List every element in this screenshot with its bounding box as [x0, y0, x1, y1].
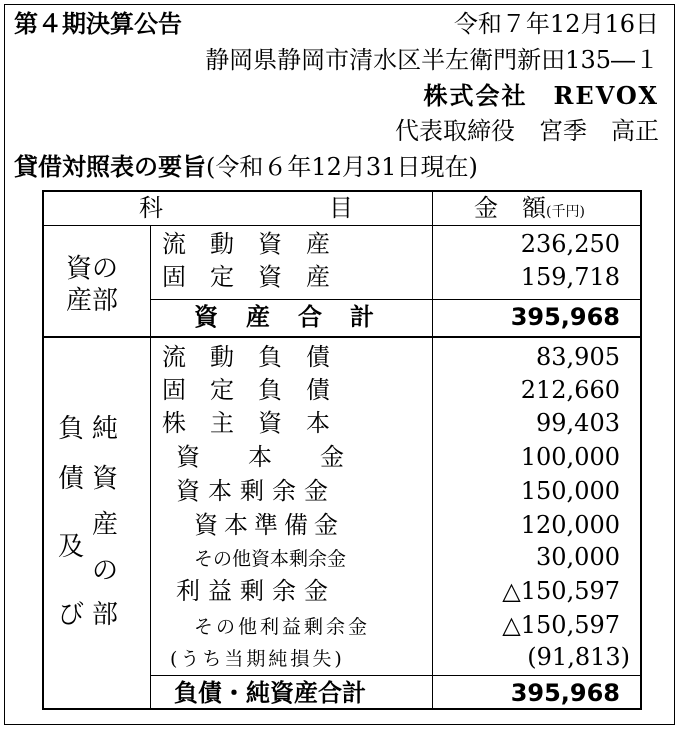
balance-sheet-date: (令和６年12月31日現在)	[206, 153, 478, 181]
liab-side-right: の	[92, 556, 119, 586]
asset-row-label: 固 定 資 産	[162, 263, 330, 291]
header-amount-label: 金 額	[474, 194, 546, 222]
liab-row-label: 株 主 資 本	[162, 409, 330, 437]
liab-row-label: 固 定 負 債	[162, 376, 330, 404]
assets-side-label-1: 資の	[66, 254, 119, 284]
liab-side-left: 債	[58, 464, 85, 494]
liab-side-right: 資	[92, 464, 119, 494]
assets-total-divider	[150, 299, 640, 300]
liab-row-amount: 99,403	[536, 409, 620, 437]
liab-total-label: 負債・純資産合計	[174, 679, 366, 707]
amount-divider	[432, 192, 433, 710]
liab-row-label: 資本準備金	[194, 511, 344, 539]
liab-row-amount: 150,000	[520, 477, 620, 505]
asset-row-amount: 236,250	[520, 230, 620, 258]
liab-total-divider	[150, 675, 640, 676]
header-subject-1: 科	[139, 194, 163, 222]
side-divider	[150, 225, 151, 710]
asset-row-label: 流 動 資 産	[162, 230, 330, 258]
balance-sheet-heading: 貸借対照表の要旨	[14, 153, 206, 181]
liab-row-label: 利益剰余金	[176, 577, 336, 605]
liab-row-amount: (91,813)	[527, 643, 630, 671]
liab-side-left: び	[58, 600, 85, 630]
liab-row-amount: 83,905	[536, 343, 620, 371]
liab-row-label: (うち当期純損失)	[170, 648, 345, 670]
liab-row-label: 資 本 金	[176, 443, 344, 471]
liab-row-label: 資本剰余金	[176, 477, 336, 505]
liab-side-right: 純	[92, 414, 119, 444]
notice-title: 第４期決算公告	[14, 10, 182, 38]
liab-row-amount: △150,597	[502, 577, 620, 605]
asset-row-amount: 159,718	[520, 263, 620, 291]
company-name: 株式会社 REVOX	[423, 81, 659, 110]
liab-row-label: その他利益剰余金	[194, 616, 371, 638]
liab-side-right: 産	[92, 510, 119, 540]
liab-row-amount: 30,000	[536, 543, 620, 571]
header-divider	[44, 225, 640, 226]
header-unit: (千円)	[546, 204, 585, 220]
liab-row-label: その他資本剰余金	[194, 548, 347, 570]
header-amount	[474, 194, 585, 226]
balance-sheet-title	[14, 153, 478, 181]
liab-row-amount: 100,000	[520, 443, 620, 471]
balance-sheet-table	[42, 190, 642, 710]
representative: 代表取締役 宮季 高正	[395, 117, 659, 145]
liab-row-amount: 120,000	[520, 511, 620, 539]
liab-row-label: 流 動 負 債	[162, 343, 330, 371]
notice-date: 令和７年12月16日	[453, 10, 659, 38]
assets-total-label: 資 産 合 計	[194, 303, 376, 331]
liab-total-amount: 395,968	[510, 679, 620, 707]
section-divider	[44, 336, 640, 338]
header-subject-2: 目	[329, 194, 353, 222]
liab-row-amount: 212,660	[520, 376, 620, 404]
liab-side-right: 部	[92, 600, 119, 630]
liab-row-amount: △150,597	[502, 611, 620, 639]
company-address: 静岡県静岡市清水区半左衛門新田135―１	[205, 46, 659, 74]
assets-side-label-2: 産部	[66, 286, 119, 316]
assets-total-amount: 395,968	[510, 303, 620, 331]
liab-side-left: 及	[58, 532, 85, 562]
liab-side-left: 負	[58, 414, 85, 444]
